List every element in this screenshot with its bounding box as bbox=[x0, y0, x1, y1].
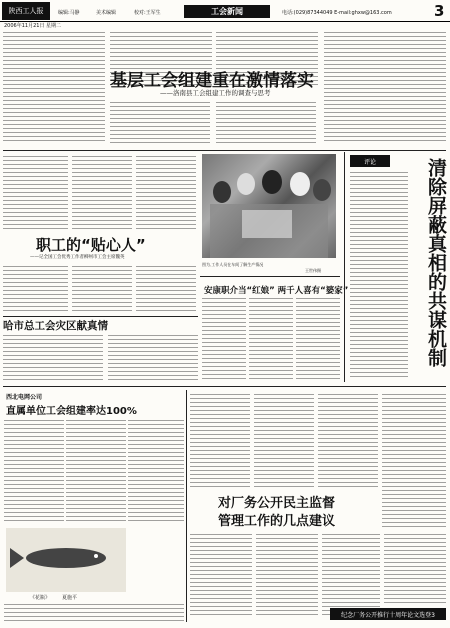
article-column bbox=[128, 418, 184, 524]
article-column bbox=[249, 296, 293, 380]
feature-subhead: ——记全国工会优秀工作者柳州市工会主席魏英 bbox=[30, 255, 125, 260]
vertical-headline: 清除屏蔽真相的共谋机制 bbox=[425, 158, 447, 367]
bottom-left-headline: 直属单位工会组建率达100% bbox=[6, 406, 137, 417]
bottom-banner: 纪念厂务公开推行十周年论文选登3 bbox=[330, 608, 446, 620]
feature-headline: 职工的“贴心人” bbox=[36, 236, 146, 254]
section-title: 工会新闻 bbox=[184, 5, 270, 18]
article-column bbox=[108, 333, 198, 381]
proofreader: 校对:王军生 bbox=[134, 10, 161, 16]
divider bbox=[186, 390, 187, 622]
bottom-left-kicker: 西北电网公司 bbox=[6, 394, 43, 401]
bottom-feature-headline-1: 对厂务公开民主监督 bbox=[218, 496, 336, 511]
divider bbox=[200, 276, 340, 277]
article-column bbox=[256, 532, 318, 616]
article-column bbox=[190, 532, 252, 616]
article-column bbox=[324, 30, 446, 144]
article-column bbox=[190, 392, 250, 488]
article-column bbox=[3, 30, 105, 144]
small-headline: 安康职介当“红娘” 两千人喜有“婆家” bbox=[204, 286, 349, 296]
article-column bbox=[216, 100, 316, 146]
divider bbox=[3, 386, 446, 387]
article-column bbox=[254, 392, 314, 488]
fish-artwork bbox=[6, 528, 126, 592]
article-column bbox=[72, 264, 132, 312]
artwork-image bbox=[6, 528, 126, 592]
article-column bbox=[3, 333, 103, 381]
page-number: 3 bbox=[434, 2, 445, 20]
article-column bbox=[318, 392, 378, 488]
article-column bbox=[110, 100, 210, 146]
article-column bbox=[136, 264, 196, 312]
article-column bbox=[384, 532, 446, 604]
editor-name: 编辑:马静 bbox=[58, 10, 80, 16]
article-column bbox=[136, 154, 196, 230]
photo-figures bbox=[202, 154, 336, 258]
article-column bbox=[322, 532, 380, 616]
photo-credit: 王世伟摄 bbox=[305, 268, 321, 273]
bottom-feature-headline-2: 管理工作的几点建议 bbox=[218, 514, 336, 529]
artwork-title: 《花瓶》 bbox=[30, 595, 51, 601]
short-headline: 哈市总工会灾区献真情 bbox=[3, 320, 108, 332]
article-column bbox=[4, 602, 184, 622]
article-column bbox=[202, 296, 246, 380]
newspaper-logo: 陕西工人报 bbox=[2, 2, 50, 20]
art-editor: 美术编辑 bbox=[96, 10, 117, 16]
article-column bbox=[3, 264, 68, 312]
divider bbox=[3, 316, 198, 317]
divider bbox=[3, 150, 446, 151]
artwork-credit: 夏施平 bbox=[62, 595, 78, 601]
lead-headline: 基层工会组建重在激情落实 bbox=[110, 71, 314, 91]
article-column bbox=[72, 154, 132, 230]
news-photo bbox=[202, 154, 336, 258]
commentary-kicker: 评论 bbox=[350, 155, 390, 167]
article-column bbox=[66, 418, 126, 524]
article-column bbox=[296, 296, 340, 380]
article-column bbox=[382, 392, 446, 528]
article-column bbox=[4, 418, 64, 524]
issue-date: 2006年11月21日 星期二 bbox=[4, 23, 62, 29]
article-column bbox=[350, 170, 408, 380]
photo-caption: 图为,工作人员在车间了解生产情况 bbox=[202, 262, 264, 267]
contact-info: 电话:(029)87344049 E-mail:ghxw@163.com bbox=[282, 10, 392, 16]
article-column bbox=[3, 154, 68, 230]
lead-subhead: ——洛南县工会组建工作的调查与思考 bbox=[160, 89, 271, 97]
